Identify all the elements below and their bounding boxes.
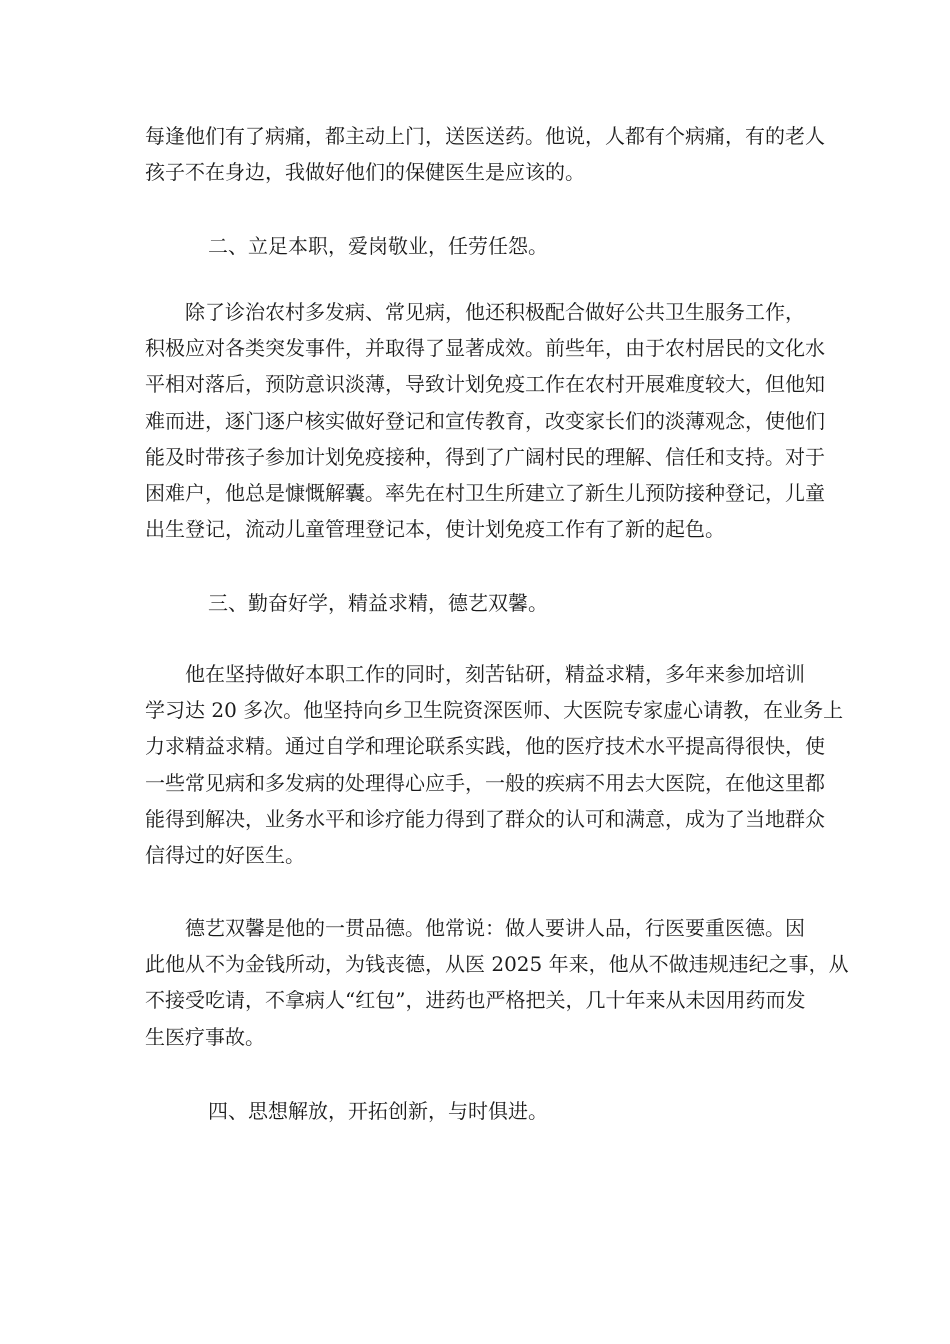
text-line: 学习达 20 多次。他坚持向乡卫生院资深医师、大医院专家虚心请教，在业务上 bbox=[145, 698, 844, 723]
text-line: 每逢他们有了病痛，都主动上门，送医送药。他说，人都有个病痛，有的老人 bbox=[145, 124, 825, 148]
paragraph-4 bbox=[145, 910, 849, 1055]
text-line: 生医疗事故。 bbox=[145, 1024, 265, 1049]
text-line: 此他从不为金钱所动，为钱丧德，从医 2025 年来，他从不做违规违纪之事，从 bbox=[145, 952, 849, 977]
paragraph-2 bbox=[145, 294, 825, 547]
section-heading-2: 二、立足本职，爱岗敬业，任劳任怨。 bbox=[208, 234, 548, 258]
text-line: 不接受吃请，不拿病人“红包”，进药也严格把关，几十年来从未因用药而发 bbox=[145, 988, 806, 1013]
text-line: 一些常见病和多发病的处理得心应手，一般的疾病不用去大医院，在他这里都 bbox=[145, 770, 825, 795]
text-line: 积极应对各类突发事件，并取得了显著成效。前些年，由于农村居民的文化水 bbox=[145, 336, 825, 361]
text-line: 能及时带孩子参加计划免疫接种，得到了广阔村民的理解、信任和支持。对于 bbox=[145, 444, 825, 469]
text-line: 出生登记，流动儿童管理登记本，使计划免疫工作有了新的起色。 bbox=[145, 517, 725, 542]
text-line: 平相对落后，预防意识淡薄，导致计划免疫工作在农村开展难度较大，但他知 bbox=[145, 372, 825, 397]
text-line: 困难户，他总是慷慨解囊。率先在村卫生所建立了新生儿预防接种登记，儿童 bbox=[145, 481, 825, 506]
paragraph-1 bbox=[145, 118, 825, 190]
section-heading-4: 四、思想解放，开拓创新，与时俱进。 bbox=[208, 1099, 548, 1123]
text-line: 孩子不在身边，我做好他们的保健医生是应该的。 bbox=[145, 160, 585, 185]
text-line: 他在坚持做好本职工作的同时，刻苦钻研，精益求精，多年来参加培训 bbox=[145, 662, 805, 686]
text-line: 除了诊治农村多发病、常见病，他还积极配合做好公共卫生服务工作， bbox=[145, 300, 805, 324]
text-line: 信得过的好医生。 bbox=[145, 843, 305, 868]
text-line: 难而进，逐门逐户核实做好登记和宣传教育，改变家长们的淡薄观念，使他们 bbox=[145, 408, 825, 433]
text-line: 能得到解决，业务水平和诊疗能力得到了群众的认可和满意，成为了当地群众 bbox=[145, 806, 825, 831]
paragraph-3 bbox=[145, 656, 844, 873]
text-line: 德艺双馨是他的一贯品德。他常说：做人要讲人品，行医要重医德。因 bbox=[145, 916, 805, 940]
text-line: 力求精益求精。通过自学和理论联系实践，他的医疗技术水平提高得很快，使 bbox=[145, 734, 825, 759]
section-heading-3: 三、勤奋好学，精益求精，德艺双馨。 bbox=[208, 591, 548, 615]
